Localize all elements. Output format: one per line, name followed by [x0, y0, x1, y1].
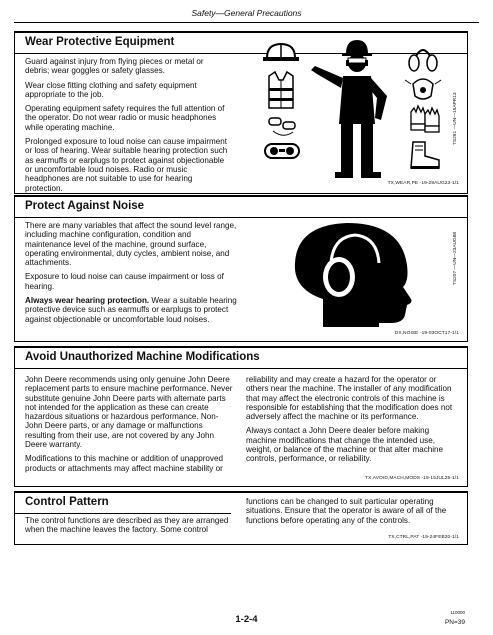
header-rule: [14, 22, 479, 23]
paragraph: Wear close fitting clothing and safety equipment appropriate to the job.: [25, 80, 197, 99]
section-title: Wear Protective Equipment: [25, 36, 175, 48]
paragraph: Exposure to loud noise can cause impairment or loss of hearing.: [25, 272, 224, 291]
page-header: [0, 0, 493, 26]
gloves-icon: [411, 106, 439, 132]
page-number: 1-2-4: [235, 614, 258, 625]
worker-with-protective-gear-icon: [311, 40, 387, 178]
paragraph: Always contact a John Deere dealer before making machine modifications that change the intended use, weight, or balance of the machine or that alter machine controls, performance, or reliability.: [246, 426, 444, 464]
section-protect-against-noise: [14, 195, 468, 342]
reference-code: TX,WEAR,PE -19-28AUG23-1/1: [387, 181, 459, 186]
goggles-icon: [265, 144, 299, 158]
left-column: [25, 375, 233, 478]
reference-code: DX,NOISE -19-03OCT17-1/1: [394, 331, 459, 336]
head-with-hearing-protection-icon: [283, 219, 443, 331]
section-title: Protect Against Noise: [25, 200, 145, 212]
section-title: Control Pattern: [25, 496, 109, 508]
paragraph: The control functions are described as they are arranged when the machine leaves the factory. Some control: [25, 516, 229, 535]
paragraph: functions can be changed to suit particular operating situations. Ensure that the operator is aware of all of the functions before operating any of the controls.: [246, 497, 447, 525]
section-wear-protective-equipment: [14, 31, 468, 194]
section-title-rule: [15, 513, 231, 514]
paragraph: John Deere recommends using only genuine John Deere replacement parts to ensure machine performance. Never substitute genuine John Deere parts with alternate parts not intended for the application as these can create hazardous situations or hazardous performance. Non-John Deere parts, or any damage or malfunctions resulting from their use, are not covered by any John Deere warranty.: [25, 375, 233, 450]
section-title-rule: [15, 217, 467, 218]
safety-vest-icon: [269, 72, 293, 108]
paragraph: Prolonged exposure to loud noise can cause impairment or loss of hearing. Wear suitable hearing protection such as earmuffs or earplugs to protect against objectionable or uncomfortable loud noises. Radio or music headphones are not suitable to use for hearing protection.: [25, 137, 228, 193]
section-title-rule: [15, 368, 467, 369]
earmuffs-icon: [409, 50, 437, 71]
left-column: [25, 516, 233, 540]
paragraph-rest: Wear a suitable hearing protective device such as earmuffs or earplugs to protect against objectionable or uncomfortable loud noises.: [25, 296, 237, 324]
figure-code: TS291 —UN—15APR13: [453, 92, 458, 145]
earplugs-icon: [269, 118, 295, 135]
paragraph: reliability and may create a hazard for the operator or others near the machine. The installer of any modification that may affect the electronic controls of this machine is responsible for establishing that the modification does not adversely affect the machine or its performance.: [246, 375, 453, 422]
paragraph: There are many variables that affect the sound level range, including machine configuration, condition and maintenance level of the machine, ground surface, operating environmental, duty cycles, ambient noise, and attachments.: [25, 221, 237, 268]
paragraph: Operating equipment safety requires the full attention of the operator. Do not wear radio or music headphones while operating machine.: [25, 104, 225, 132]
section-body: [25, 57, 230, 198]
protective-equipment-figure: [253, 36, 453, 186]
reference-code: TX,CTRL,PAT -19-24FEB20-1/1: [388, 535, 459, 540]
right-column: [246, 375, 460, 469]
right-column: [246, 497, 460, 530]
respirator-icon: [405, 79, 441, 99]
reference-code: TX,AVOID,MACH,MODS -19-15JUL25-1/1: [365, 476, 459, 481]
page-header-title: Safety—General Precautions: [191, 8, 302, 18]
footer-pn: PN=39: [444, 619, 465, 626]
bold-lead: Always wear hearing protection.: [25, 296, 150, 306]
safety-boot-icon: [411, 142, 439, 169]
hard-hat-icon: [263, 44, 299, 61]
paragraph: [25, 296, 237, 324]
paragraph: Guard against injury from flying pieces or metal or debris; wear goggles or safety glasses.: [25, 57, 204, 76]
figure-code: TS207 —UN—23AUG88: [453, 231, 458, 285]
section-control-pattern: [14, 491, 468, 545]
footer-code: 110000: [450, 610, 465, 615]
section-title: Avoid Unauthorized Machine Modifications: [25, 351, 260, 363]
paragraph: Modifications to this machine or addition of unapproved products or attachments may affect machine stability or: [25, 454, 223, 473]
section-body: [25, 221, 237, 329]
section-avoid-unauthorized-modifications: [14, 346, 468, 487]
